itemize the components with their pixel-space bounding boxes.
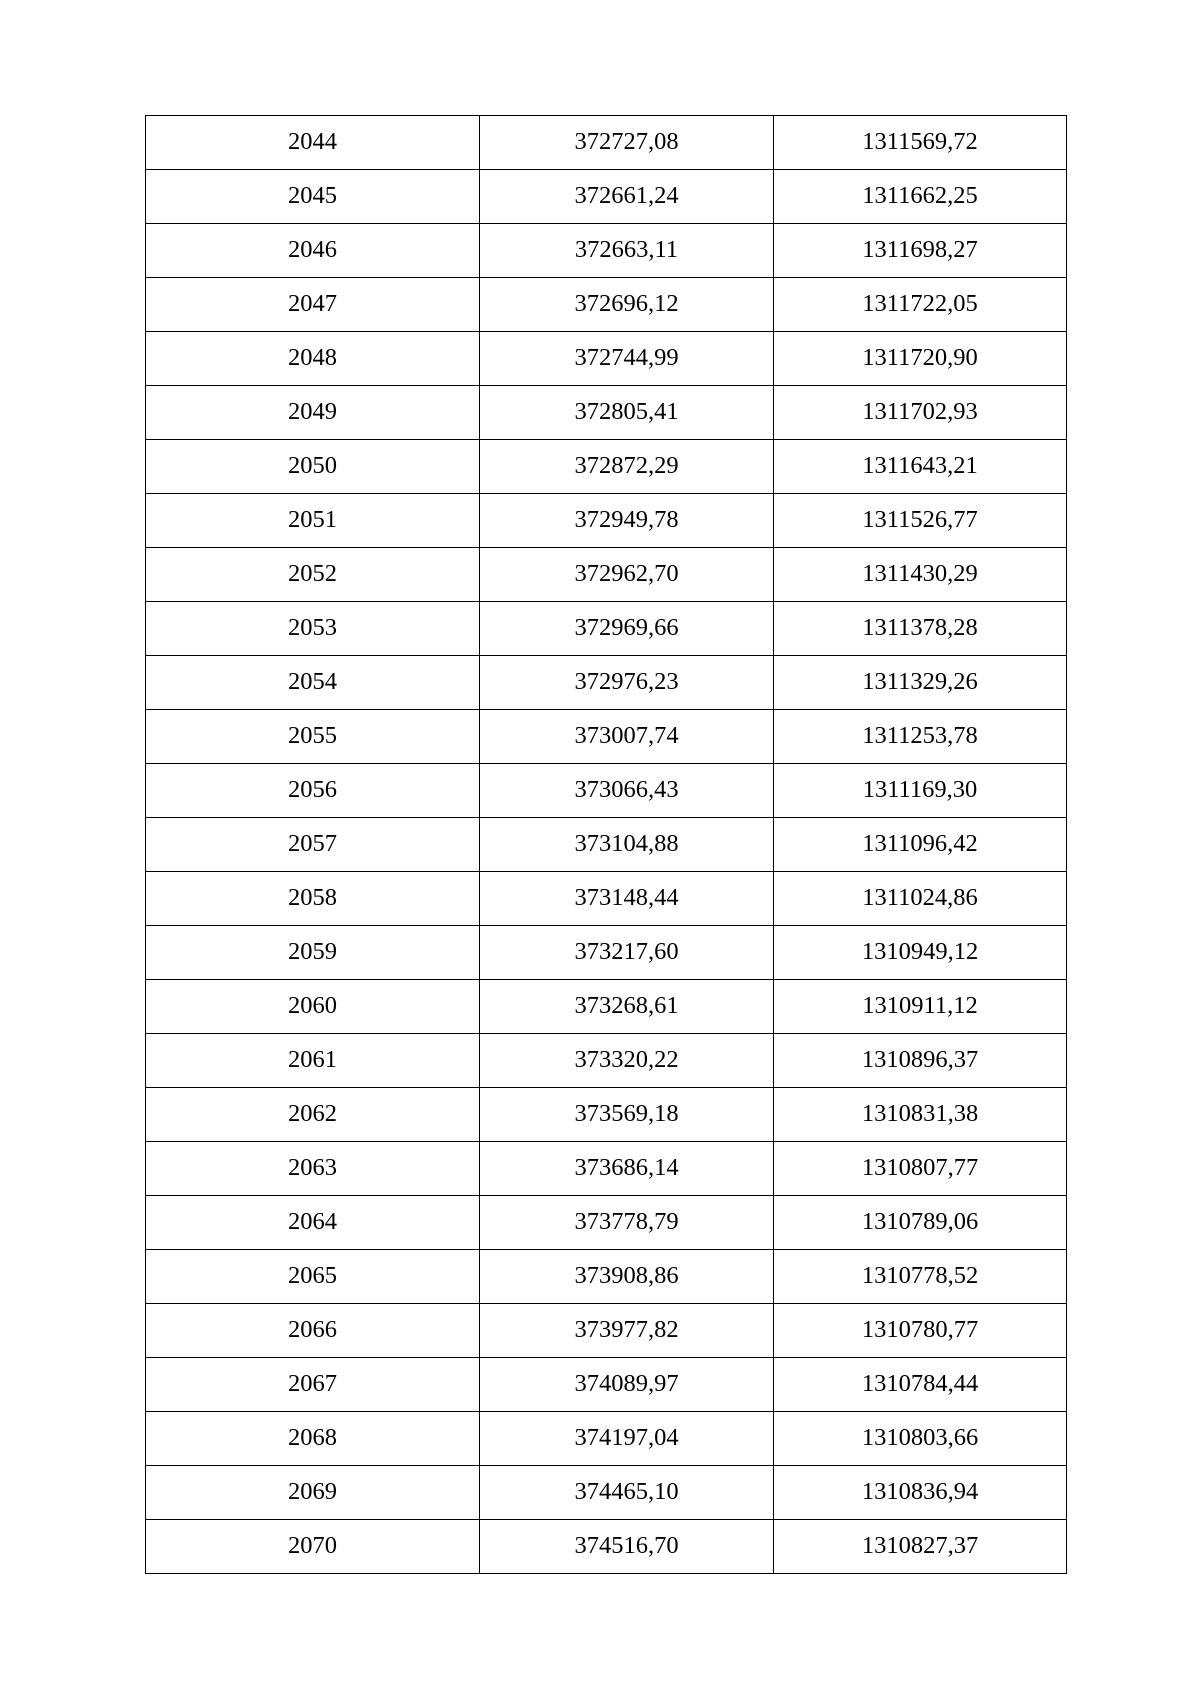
table-row — [146, 1412, 1067, 1466]
table-row — [146, 980, 1067, 1034]
table-row — [146, 1088, 1067, 1142]
y-coordinate-cell: 1311526,77 — [774, 494, 1067, 548]
y-coordinate-cell: 1310807,77 — [774, 1142, 1067, 1196]
table-row — [146, 656, 1067, 710]
x-coordinate-cell: 373977,82 — [480, 1304, 774, 1358]
point-number-cell: 2062 — [146, 1088, 480, 1142]
coordinates-table — [145, 115, 1067, 1574]
point-number-cell: 2044 — [146, 116, 480, 170]
table-row — [146, 872, 1067, 926]
point-number-cell: 2052 — [146, 548, 480, 602]
point-number-cell: 2058 — [146, 872, 480, 926]
y-coordinate-cell: 1310827,37 — [774, 1520, 1067, 1574]
y-coordinate-cell: 1310836,94 — [774, 1466, 1067, 1520]
coordinates-table-body — [146, 116, 1067, 1574]
y-coordinate-cell: 1311702,93 — [774, 386, 1067, 440]
point-number-cell: 2063 — [146, 1142, 480, 1196]
table-row — [146, 1520, 1067, 1574]
point-number-cell: 2050 — [146, 440, 480, 494]
x-coordinate-cell: 372805,41 — [480, 386, 774, 440]
point-number-cell: 2049 — [146, 386, 480, 440]
x-coordinate-cell: 372969,66 — [480, 602, 774, 656]
point-number-cell: 2053 — [146, 602, 480, 656]
x-coordinate-cell: 373007,74 — [480, 710, 774, 764]
point-number-cell: 2069 — [146, 1466, 480, 1520]
x-coordinate-cell: 374089,97 — [480, 1358, 774, 1412]
table-row — [146, 386, 1067, 440]
point-number-cell: 2065 — [146, 1250, 480, 1304]
table-row — [146, 764, 1067, 818]
y-coordinate-cell: 1310949,12 — [774, 926, 1067, 980]
point-number-cell: 2045 — [146, 170, 480, 224]
x-coordinate-cell: 372661,24 — [480, 170, 774, 224]
x-coordinate-cell: 374516,70 — [480, 1520, 774, 1574]
y-coordinate-cell: 1311698,27 — [774, 224, 1067, 278]
table-row — [146, 440, 1067, 494]
x-coordinate-cell: 372727,08 — [480, 116, 774, 170]
x-coordinate-cell: 372744,99 — [480, 332, 774, 386]
table-row — [146, 170, 1067, 224]
x-coordinate-cell: 373778,79 — [480, 1196, 774, 1250]
x-coordinate-cell: 373320,22 — [480, 1034, 774, 1088]
y-coordinate-cell: 1311569,72 — [774, 116, 1067, 170]
x-coordinate-cell: 372962,70 — [480, 548, 774, 602]
table-row — [146, 278, 1067, 332]
table-row — [146, 224, 1067, 278]
x-coordinate-cell: 372872,29 — [480, 440, 774, 494]
x-coordinate-cell: 374197,04 — [480, 1412, 774, 1466]
point-number-cell: 2048 — [146, 332, 480, 386]
point-number-cell: 2057 — [146, 818, 480, 872]
x-coordinate-cell: 372696,12 — [480, 278, 774, 332]
point-number-cell: 2061 — [146, 1034, 480, 1088]
x-coordinate-cell: 373148,44 — [480, 872, 774, 926]
y-coordinate-cell: 1311329,26 — [774, 656, 1067, 710]
table-row — [146, 1196, 1067, 1250]
point-number-cell: 2054 — [146, 656, 480, 710]
x-coordinate-cell: 373104,88 — [480, 818, 774, 872]
point-number-cell: 2059 — [146, 926, 480, 980]
table-row — [146, 1250, 1067, 1304]
y-coordinate-cell: 1311024,86 — [774, 872, 1067, 926]
y-coordinate-cell: 1310778,52 — [774, 1250, 1067, 1304]
table-row — [146, 332, 1067, 386]
x-coordinate-cell: 372976,23 — [480, 656, 774, 710]
table-row — [146, 116, 1067, 170]
y-coordinate-cell: 1310780,77 — [774, 1304, 1067, 1358]
y-coordinate-cell: 1310784,44 — [774, 1358, 1067, 1412]
table-row — [146, 602, 1067, 656]
point-number-cell: 2051 — [146, 494, 480, 548]
y-coordinate-cell: 1311096,42 — [774, 818, 1067, 872]
x-coordinate-cell: 373066,43 — [480, 764, 774, 818]
point-number-cell: 2046 — [146, 224, 480, 278]
x-coordinate-cell: 373908,86 — [480, 1250, 774, 1304]
table-row — [146, 926, 1067, 980]
x-coordinate-cell: 373686,14 — [480, 1142, 774, 1196]
y-coordinate-cell: 1310831,38 — [774, 1088, 1067, 1142]
y-coordinate-cell: 1311253,78 — [774, 710, 1067, 764]
point-number-cell: 2056 — [146, 764, 480, 818]
point-number-cell: 2067 — [146, 1358, 480, 1412]
y-coordinate-cell: 1310896,37 — [774, 1034, 1067, 1088]
y-coordinate-cell: 1310789,06 — [774, 1196, 1067, 1250]
y-coordinate-cell: 1310803,66 — [774, 1412, 1067, 1466]
point-number-cell: 2060 — [146, 980, 480, 1034]
table-row — [146, 1034, 1067, 1088]
x-coordinate-cell: 373268,61 — [480, 980, 774, 1034]
point-number-cell: 2047 — [146, 278, 480, 332]
table-row — [146, 1304, 1067, 1358]
point-number-cell: 2055 — [146, 710, 480, 764]
y-coordinate-cell: 1311169,30 — [774, 764, 1067, 818]
table-row — [146, 710, 1067, 764]
x-coordinate-cell: 373217,60 — [480, 926, 774, 980]
y-coordinate-cell: 1311430,29 — [774, 548, 1067, 602]
y-coordinate-cell: 1311643,21 — [774, 440, 1067, 494]
y-coordinate-cell: 1310911,12 — [774, 980, 1067, 1034]
point-number-cell: 2064 — [146, 1196, 480, 1250]
y-coordinate-cell: 1311720,90 — [774, 332, 1067, 386]
y-coordinate-cell: 1311378,28 — [774, 602, 1067, 656]
y-coordinate-cell: 1311722,05 — [774, 278, 1067, 332]
table-row — [146, 1358, 1067, 1412]
x-coordinate-cell: 373569,18 — [480, 1088, 774, 1142]
table-row — [146, 494, 1067, 548]
table-row — [146, 548, 1067, 602]
point-number-cell: 2066 — [146, 1304, 480, 1358]
table-row — [146, 1466, 1067, 1520]
x-coordinate-cell: 372663,11 — [480, 224, 774, 278]
point-number-cell: 2070 — [146, 1520, 480, 1574]
point-number-cell: 2068 — [146, 1412, 480, 1466]
x-coordinate-cell: 374465,10 — [480, 1466, 774, 1520]
table-row — [146, 1142, 1067, 1196]
y-coordinate-cell: 1311662,25 — [774, 170, 1067, 224]
x-coordinate-cell: 372949,78 — [480, 494, 774, 548]
table-row — [146, 818, 1067, 872]
